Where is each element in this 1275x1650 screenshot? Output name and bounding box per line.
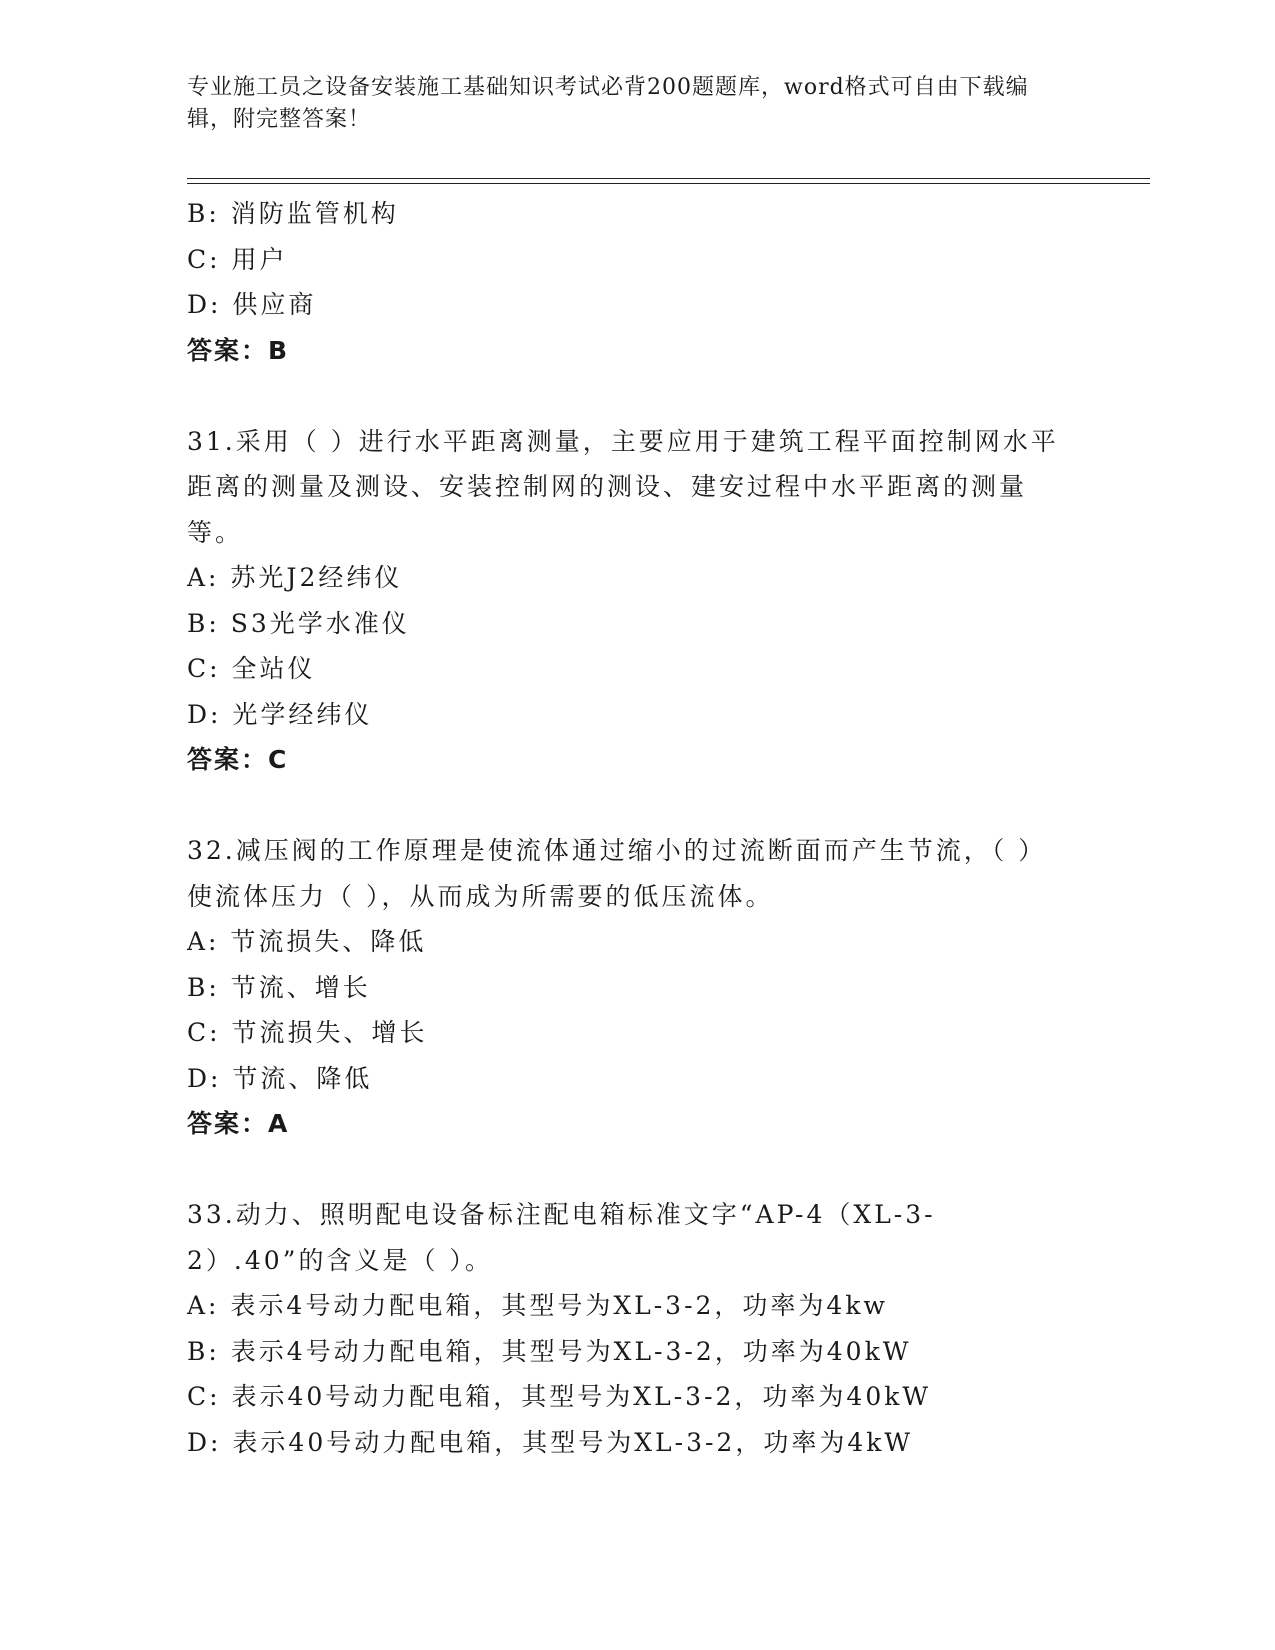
document-header: 专业施工员之设备安装施工基础知识考试必背200题题库，word格式可自由下载编辑，附完整答案！ [187, 75, 1029, 132]
question-32 [187, 828, 1067, 1147]
question-30-tail [187, 191, 1067, 373]
question-list [187, 191, 1067, 1465]
option-c: C: 用户 [187, 244, 288, 274]
option-d: D: 表示40号动力配电箱，其型号为XL-3-2，功率为4kW [187, 1427, 914, 1457]
header-divider-bottom [187, 183, 1150, 184]
option-b: B: 表示4号动力配电箱，其型号为XL-3-2，功率为40kW [187, 1336, 912, 1366]
question-text: 33.动力、照明配电设备标注配电箱标准文字“AP-4（XL-3-2）.40”的含义是（ ）。 [187, 1200, 936, 1275]
option-d: D: 光学经纬仪 [187, 699, 373, 729]
answer: 答案：C [187, 745, 289, 774]
option-d: D: 节流、降低 [187, 1063, 373, 1093]
question-33 [187, 1192, 1067, 1465]
option-b: B: 消防监管机构 [187, 199, 399, 228]
question-text: 32.减压阀的工作原理是使流体通过缩小的过流断面而产生节流，（ ）使流体压力（ ），从而成为所需要的低压流体。 [187, 836, 1047, 911]
option-a: A: 表示4号动力配电箱，其型号为XL-3-2，功率为4kw [187, 1291, 888, 1320]
option-a: A: 节流损失、降低 [187, 927, 427, 956]
option-a: A: 苏光J2经纬仪 [187, 563, 403, 592]
option-b: B: S3光学水准仪 [187, 608, 410, 638]
option-b: B: 节流、增长 [187, 972, 371, 1002]
option-d: D: 供应商 [187, 290, 317, 319]
option-c: C: 全站仪 [187, 654, 316, 683]
header-divider-top [187, 178, 1150, 179]
option-c: C: 表示40号动力配电箱，其型号为XL-3-2，功率为40kW [187, 1382, 932, 1411]
option-c: C: 节流损失、增长 [187, 1018, 428, 1047]
answer: 答案：B [187, 335, 290, 365]
question-31 [187, 419, 1067, 783]
answer: 答案：A [187, 1109, 290, 1138]
question-text: 31.采用（ ）进行水平距离测量，主要应用于建筑工程平面控制网水平距离的测量及测设、安装控制网的测设、建安过程中水平距离的测量等。 [187, 426, 1059, 547]
